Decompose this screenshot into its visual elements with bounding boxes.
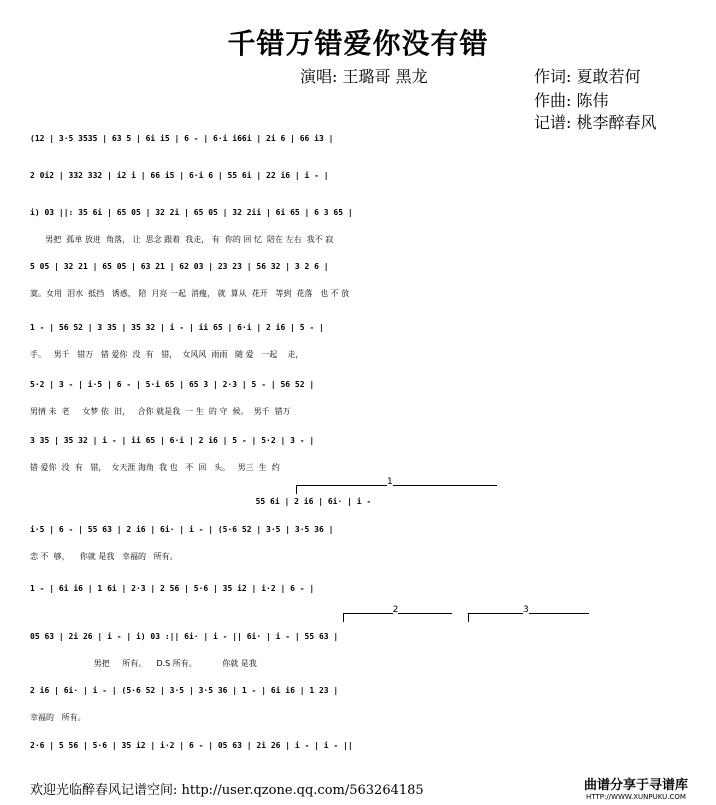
lyrics-line: 男把 所有。 D.S 所有。 你就 是我 <box>30 659 257 668</box>
footer-left: 欢迎光临醉春风记谱空间: http://user.qzone.qq.com/563264185 <box>30 783 424 798</box>
notation-line: i·5 | 6 - | 55 63 | 2 i6 | 6i· | i - | (5·6 52 | 3·5 | 3·5 36 | <box>30 525 334 534</box>
volta-label-1: 1 <box>387 477 393 487</box>
notation-line: 05 63 | 2i 26 | i - | i) 03 :|| 6i· | i - || 6i· | i - | 55 63 | <box>30 632 339 641</box>
notation-line: 5 05 | 32 21 | 65 05 | 63 21 | 62 03 | 23 23 | 56 32 | 3 2 6 | <box>30 262 329 271</box>
notation-line: 3 35 | 35 32 | i - | ii 65 | 6·i | 2 i6 | 5 - | 5·2 | 3 - | <box>30 436 315 445</box>
notation-line: 5·2 | 3 - | i·5 | 6 - | 5·i 65 | 65 3 | 2·3 | 5 - | 56 52 | <box>30 380 315 389</box>
notation-line: 2·6 | 5 56 | 5·6 | 35 i2 | i·2 | 6 - | 05 63 | 2i 26 | i - | i - || <box>30 741 353 750</box>
performer-credit: 演唱: 王璐哥 黑龙 <box>300 67 428 86</box>
volta-label-3: 3 <box>523 605 529 615</box>
footer-site: 曲谱分享于寻谱库 <box>583 778 688 793</box>
footer-url: HTTP://WWW.XUNPUKU.COM <box>586 793 686 801</box>
composer-credit: 作曲: 陈伟 <box>534 91 609 110</box>
notation-line: i) 03 ||: 35 6i | 65 05 | 32 2i | 65 05 | 32 2ii | 6i 65 | 6 3 65 | <box>30 208 353 217</box>
volta-bracket-1 <box>296 477 497 494</box>
notation-line: (12 | 3·5 3535 | 63 5 | 6i i5 | 6 - | 6·i i66i | 2i 6 | 66 i3 | <box>30 134 334 143</box>
lyrics-line: 寞。女用 泪水 抵挡 诱惑， 陪 月亮 一起 消瘦， 就 算从 花开 等到 花落 也 不 放 <box>30 289 350 298</box>
notation-line: 2 i6 | 6i· | i - | (5·6 52 | 3·5 | 3·5 36 | 1 - | 6i i6 | 1 23 | <box>30 686 339 695</box>
volta-bracket-2 <box>343 605 452 622</box>
page-title: 千错万错爱你没有错 <box>227 27 489 60</box>
lyrics-line: 男情 未 老 女梦 依 旧， 合你 就是我 一 生 的 守 候。 男千 错万 <box>30 407 291 416</box>
notation-line: 55 6i | 2 i6 | 6i· | i - <box>140 497 372 506</box>
transcriber-credit: 记谱: 桃李醉春风 <box>534 113 657 132</box>
notation-line: 1 - | 56 52 | 3 35 | 35 32 | i - | ii 65 | 6·i | 2 i6 | 5 - | <box>30 323 324 332</box>
lyrics-line: 错 爱你 没 有 错， 女天涯 海角 我 也 不 回 头。 男三 生 约 <box>30 463 280 472</box>
volta-label-2: 2 <box>392 605 399 615</box>
notation-line: 2 0i2 | 332 332 | i2 i | 66 i5 | 6·i 6 | 55 6i | 22 i6 | i - | <box>30 171 329 180</box>
lyricist-credit: 作词: 夏敢若何 <box>534 67 641 86</box>
volta-bracket-3 <box>468 605 589 622</box>
lyrics-line: 幸福的 所有。 <box>30 713 86 722</box>
lyrics-line: 恋 不 够， 你就 是我 幸福的 所有。 <box>30 552 178 561</box>
lyrics-line: 男把 孤单 放进 角落， 让 思念 跟着 我走， 有 你的 回 忆 陪在 左右 我不 寂 <box>30 235 334 244</box>
footer-right <box>584 774 688 801</box>
notation-line: 1 - | 6i i6 | 1 6i | 2·3 | 2 56 | 5·6 | 35 i2 | i·2 | 6 - | <box>30 584 315 593</box>
lyrics-line: 手。 男千 错万 错 爱你 没 有 错， 女风风 雨雨 随 爱 一起 走， <box>30 350 304 359</box>
